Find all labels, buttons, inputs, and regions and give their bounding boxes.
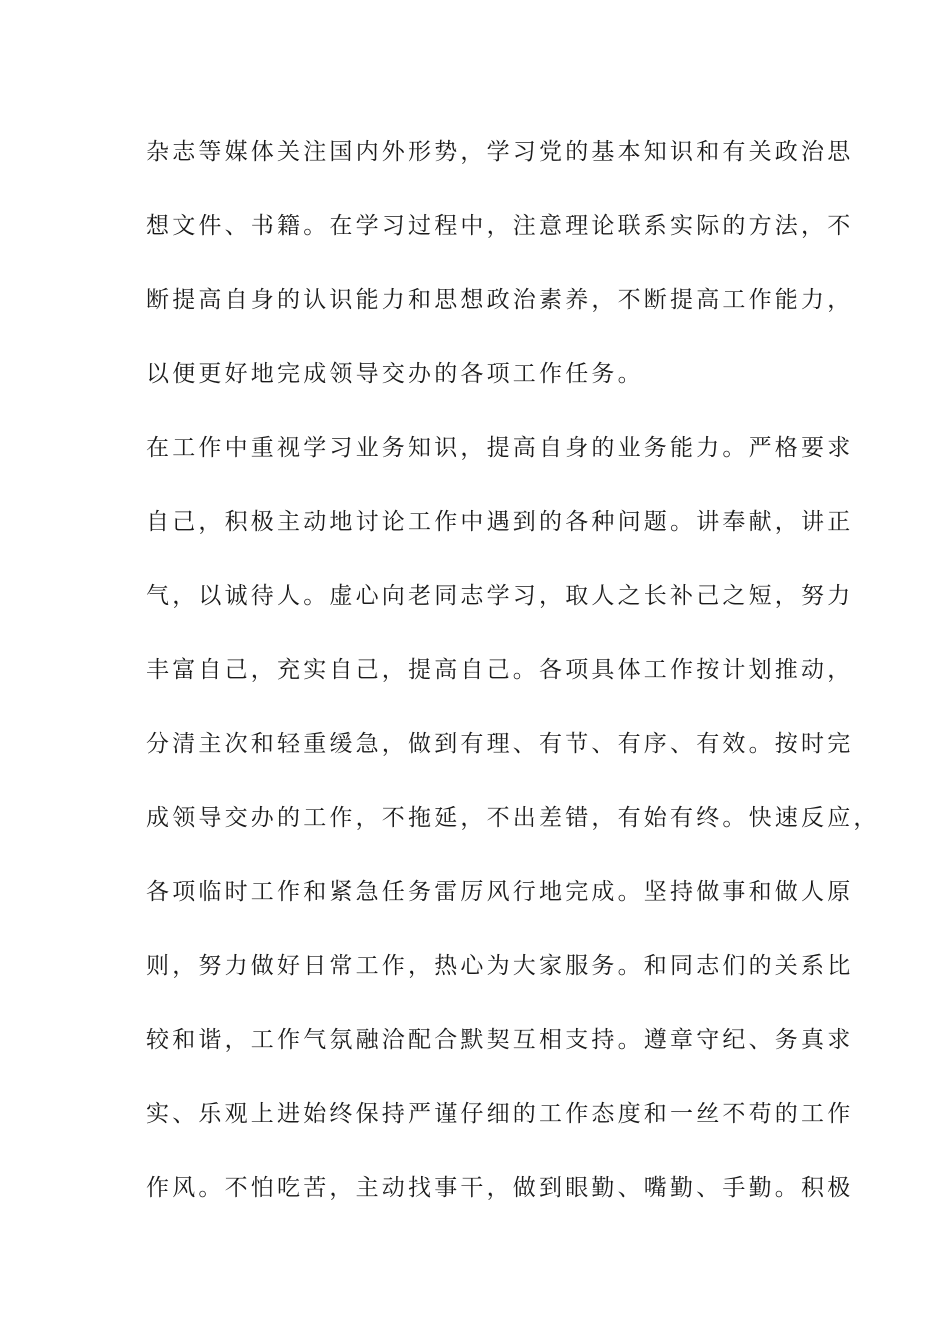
text-line: 较和谐，工作气氛融洽配合默契互相支持。遵章守纪、务真求 — [146, 1027, 854, 1053]
text-line: 则，努力做好日常工作，热心为大家服务。和同志们的关系比 — [146, 953, 854, 979]
text-line: 成领导交办的工作，不拖延，不出差错，有始有终。快速反应， — [146, 805, 880, 831]
text-line: 以便更好地完成领导交办的各项工作任务。 — [146, 361, 644, 387]
text-line: 在工作中重视学习业务知识，提高自身的业务能力。严格要求 — [146, 435, 854, 461]
text-line: 杂志等媒体关注国内外形势，学习党的基本知识和有关政治思 — [146, 139, 854, 165]
text-line: 想文件、书籍。在学习过程中，注意理论联系实际的方法，不 — [146, 213, 854, 239]
text-line: 作风。不怕吃苦，主动找事干，做到眼勤、嘴勤、手勤。积极 — [146, 1175, 854, 1201]
text-line: 自己，积极主动地讨论工作中遇到的各种问题。讲奉献，讲正 — [146, 509, 854, 535]
text-line: 各项临时工作和紧急任务雷厉风行地完成。坚持做事和做人原 — [146, 879, 854, 905]
text-line: 断提高自身的认识能力和思想政治素养，不断提高工作能力， — [146, 287, 854, 313]
text-line: 气，以诚待人。虚心向老同志学习，取人之长补己之短，努力 — [146, 583, 854, 609]
text-line: 丰富自己，充实自己，提高自己。各项具体工作按计划推动， — [146, 657, 854, 683]
text-line: 实、乐观上进始终保持严谨仔细的工作态度和一丝不苟的工作 — [146, 1101, 854, 1127]
text-line: 分清主次和轻重缓急，做到有理、有节、有序、有效。按时完 — [146, 731, 854, 757]
